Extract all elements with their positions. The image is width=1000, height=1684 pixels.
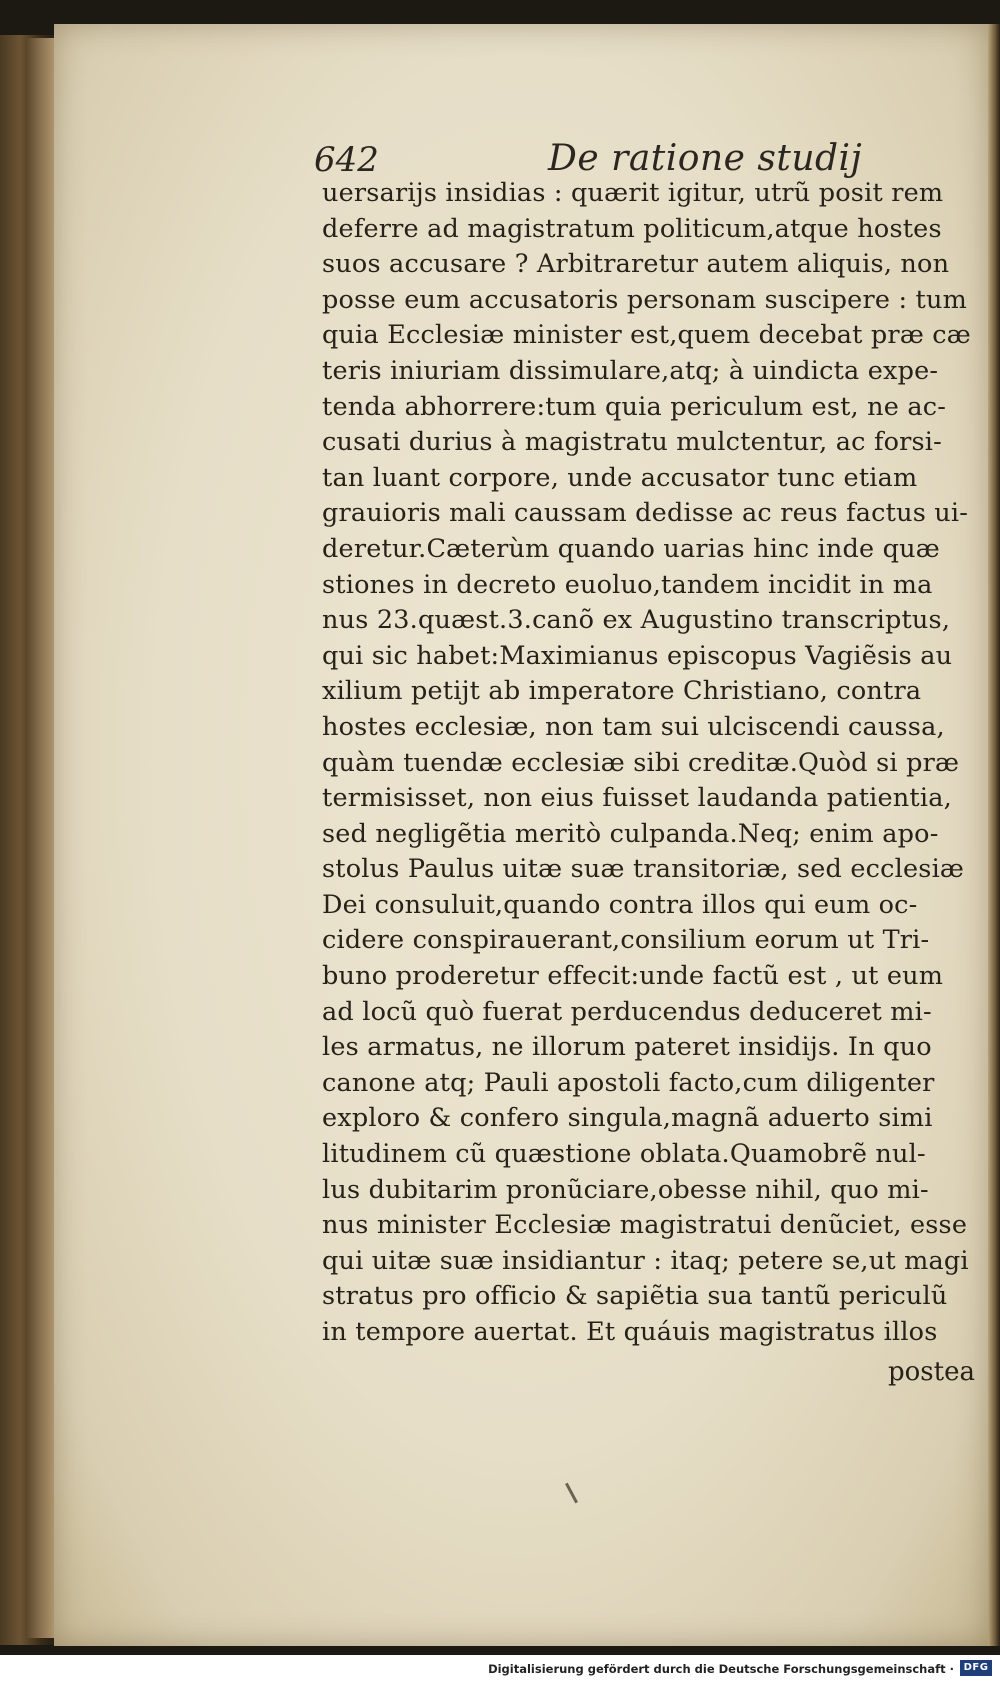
text-line: qui uitæ suæ insidiantur : itaq; petere se,ut magi <box>322 1245 969 1276</box>
text-line: cidere conspirauerant,consilium eorum ut Tri- <box>322 925 930 956</box>
text-line: les armatus, ne illorum pateret insidijs. In quo <box>322 1032 932 1063</box>
text-line: termisisset, non eius fuisset laudanda patientia, <box>322 783 952 814</box>
dfg-logo: DFG <box>960 1660 992 1676</box>
page-number: 642 <box>314 140 379 180</box>
text-line: Dei consuluit,quando contra illos qui eum oc- <box>322 889 918 920</box>
text-line: stiones in decreto euoluo,tandem incidit in ma <box>322 569 933 600</box>
text-line: deretur.Cæterùm quando uarias hinc inde quæ <box>322 533 940 564</box>
text-line: suos accusare ? Arbitraretur autem aliquis, non <box>322 249 950 280</box>
footer-credit: Digitalisierung gefördert durch die Deutsche Forschungsgemeinschaft · <box>488 1662 954 1676</box>
text-line: tan luant corpore, unde accusator tunc etiam <box>322 462 918 493</box>
running-head: De ratione studij <box>548 138 863 179</box>
footer-bar <box>0 1655 1000 1684</box>
text-line: grauioris mali caussam dedisse ac reus factus ui- <box>322 498 969 529</box>
catchword: postea <box>888 1357 975 1387</box>
text-body <box>322 176 971 1351</box>
text-line: xilium petijt ab imperatore Christiano, contra <box>322 676 922 707</box>
page-edge-left <box>26 38 56 1638</box>
text-line: ad locũ quò fuerat perducendus deduceret mi- <box>322 996 932 1027</box>
text-line: qui sic habet:Maximianus episcopus Vagiẽsis au <box>322 640 953 671</box>
text-line: posse eum accusatoris personam suscipere : tum <box>322 284 967 315</box>
text-line: exploro & confero singula,magnã aduerto simi <box>322 1103 933 1134</box>
text-line: sed negligẽtia meritò culpanda.Neq; enim apo- <box>322 818 939 849</box>
text-line: quàm tuendæ ecclesiæ sibi creditæ.Quòd si præ <box>322 747 960 778</box>
text-line: in tempore auertat. Et quáuis magistratus illos <box>322 1317 938 1347</box>
page-edge-right <box>988 24 1000 1646</box>
text-line: deferre ad magistratum politicum,atque hostes <box>322 213 942 244</box>
text-line: stolus Paulus uitæ suæ transitoriæ, sed ecclesiæ <box>322 854 965 885</box>
text-line: cusati durius à magistratu mulctentur, ac forsi- <box>322 427 942 458</box>
text-line: nus minister Ecclesiæ magistratui denũciet, esse <box>322 1210 968 1241</box>
text-line: tenda abhorrere:tum quia periculum est, ne ac- <box>322 391 947 422</box>
text-line: teris iniuriam dissimulare,atq; à uindicta expe- <box>322 355 939 386</box>
text-line: uersarijs insidias : quærit igitur, utrũ posit rem <box>322 178 944 208</box>
text-line: litudinem cũ quæstione oblata.Quamobrẽ nul- <box>322 1139 926 1170</box>
text-line: canone atq; Pauli apostoli facto,cum diligenter <box>322 1067 935 1098</box>
text-line: hostes ecclesiæ, non tam sui ulciscendi caussa, <box>322 711 945 742</box>
text-line: quia Ecclesiæ minister est,quem decebat præ cæ <box>322 320 971 351</box>
text-line: nus 23.quæst.3.canõ ex Augustino transcriptus, <box>322 605 951 636</box>
text-line: lus dubitarim pronũciare,obesse nihil, quo mi- <box>322 1174 929 1205</box>
text-line: stratus pro officio & sapiẽtia sua tantũ periculũ <box>322 1281 948 1312</box>
text-line: buno proderetur effecit:unde factũ est , ut eum <box>322 961 944 992</box>
